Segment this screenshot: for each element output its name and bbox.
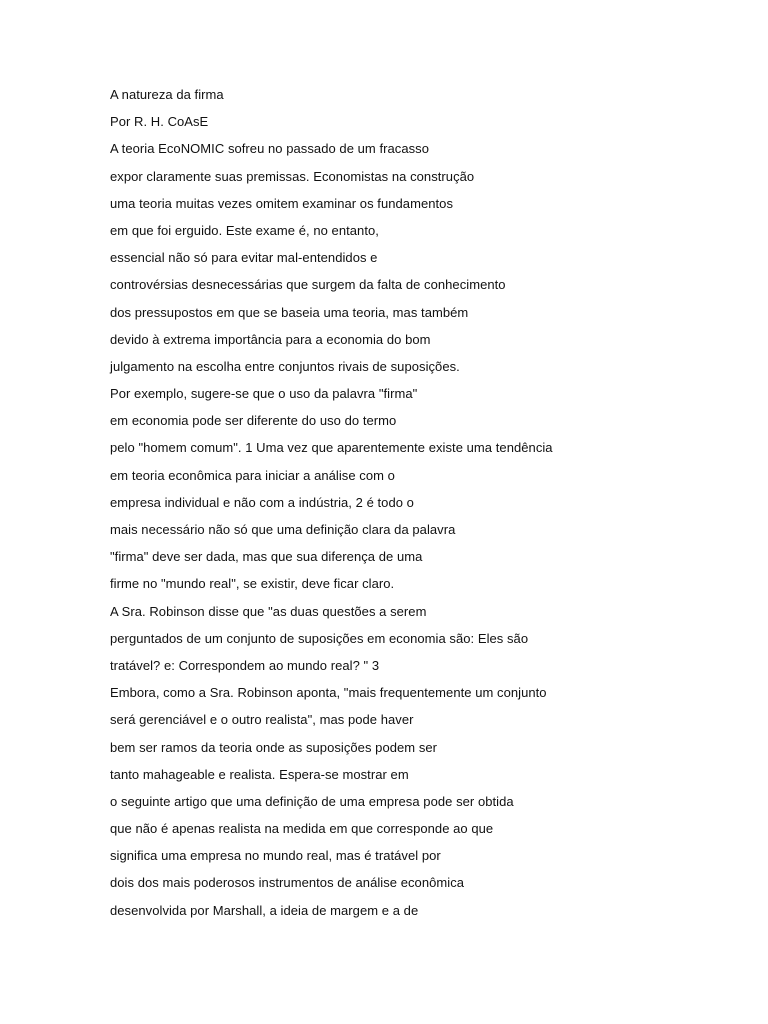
text-line: A Sra. Robinson disse que "as duas questões a serem xyxy=(110,603,427,619)
document-author: Por R. H. CoAsE xyxy=(110,114,209,130)
text-line: uma teoria muitas vezes omitem examinar os fundamentos xyxy=(110,195,454,211)
text-line: em economia pode ser diferente do uso do termo xyxy=(110,413,397,429)
text-line: que não é apenas realista na medida em que corresponde ao que xyxy=(110,821,494,837)
text-line: julgamento na escolha entre conjuntos rivais de suposições. xyxy=(110,358,460,374)
text-line: "firma" deve ser dada, mas que sua diferença de uma xyxy=(110,549,423,565)
document-title: A natureza da firma xyxy=(110,87,224,102)
text-line: controvérsias desnecessárias que surgem da falta de conhecimento xyxy=(110,277,506,293)
text-line: em que foi erguido. Este exame é, no entanto, xyxy=(110,222,379,238)
text-line: mais necessário não só que uma definição clara da palavra xyxy=(110,522,456,537)
text-line: o seguinte artigo que uma definição de uma empresa pode ser obtida xyxy=(110,793,514,809)
text-line: em teoria econômica para iniciar a análise com o xyxy=(110,467,395,483)
text-line: desenvolvida por Marshall, a ideia de margem e a de xyxy=(110,902,419,918)
text-line: dos pressupostos em que se baseia uma teoria, mas também xyxy=(110,304,469,320)
text-line: dois dos mais poderosos instrumentos de análise econômica xyxy=(110,875,465,891)
text-line: essencial não só para evitar mal-entendidos e xyxy=(110,250,378,266)
text-line: bem ser ramos da teoria onde as suposições podem ser xyxy=(110,739,438,755)
text-line: empresa individual e não com a indústria, 2 é todo o xyxy=(110,494,414,510)
text-line: significa uma empresa no mundo real, mas é tratável por xyxy=(110,848,441,864)
text-line: Embora, como a Sra. Robinson aponta, "mais frequentemente um conjunto xyxy=(110,685,547,701)
text-line: firme no "mundo real", se existir, deve ficar claro. xyxy=(110,576,395,592)
document-text xyxy=(110,86,710,929)
text-line: Por exemplo, sugere-se que o uso da palavra "firma" xyxy=(110,386,418,402)
text-line: expor claramente suas premissas. Economistas na construção xyxy=(110,168,475,184)
text-line: será gerenciável e o outro realista", mas pode haver xyxy=(110,712,414,728)
text-line: devido à extrema importância para a economia do bom xyxy=(110,331,431,347)
text-line: perguntados de um conjunto de suposições em economia são: Eles são xyxy=(110,630,529,646)
text-line: tanto mahageable e realista. Espera-se mostrar em xyxy=(110,766,409,782)
text-line: pelo "homem comum". 1 Uma vez que aparentemente existe uma tendência xyxy=(110,440,553,456)
text-line: tratável? e: Correspondem ao mundo real? " 3 xyxy=(110,657,380,673)
text-line: A teoria EcoNOMIC sofreu no passado de um fracasso xyxy=(110,141,429,157)
